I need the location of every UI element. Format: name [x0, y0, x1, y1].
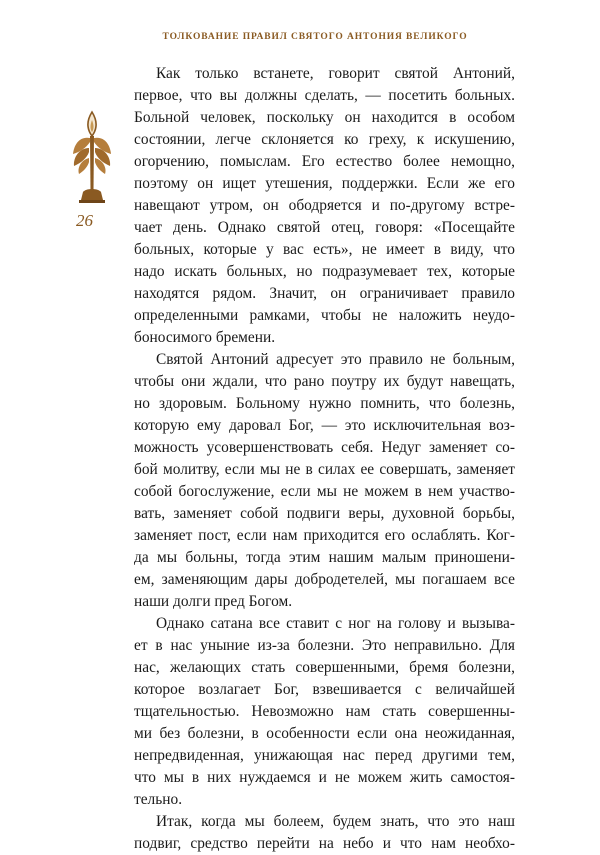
text-line: непредвиденная, унижающая нас перед другими тем, [134, 747, 515, 764]
paragraph [134, 811, 515, 855]
text-line: которую ему даровал Бог, — это исключительная воз- [134, 417, 515, 434]
text-line: собой богослужение, если мы не можем в нем участво- [134, 483, 515, 500]
text-line: Итак, когда мы болеем, будем знать, что это наш [156, 813, 515, 830]
paragraph [134, 613, 515, 811]
text-line: Святой Антоний адресует это правило не больным, [156, 351, 515, 368]
text-line: бой молитву, если мы не в силах ее совершать, заменяет [134, 461, 515, 478]
text-line: поэтому он ищет утешения, поддержки. Если же его [134, 175, 515, 192]
text-line: что мы в них нуждаемся и не можем жить самостоя- [134, 769, 515, 786]
body-text [134, 63, 515, 855]
text-line: чтобы они ждали, что рано поутру их будут навещать, [134, 373, 515, 390]
text-line: нас, желающих стать совершенными, бремя болезни, [134, 659, 515, 676]
text-line: больных, которые у вас есть», не имеет в виду, что [134, 241, 515, 258]
paragraph [134, 63, 515, 349]
running-header: ТОЛКОВАНИЕ ПРАВИЛ СВЯТОГО АНТОНИЯ ВЕЛИКОГО [162, 32, 468, 42]
text-line: навещают утром, он ободряется и по-другому встре- [134, 197, 515, 214]
text-line: вать, заменяет собой подвиги веры, духовной борьбы, [134, 505, 515, 522]
paragraph [134, 349, 515, 613]
text-line: подвиг, средство перейти на небо и что нам необхо- [134, 835, 515, 852]
text-line: находятся рядом. Значит, он ограничивает правило [134, 285, 515, 302]
text-line: огорчению, помыслам. Его естество более немощно, [134, 153, 515, 170]
text-line: тельно. [134, 791, 183, 808]
text-line: которое возлагает Бог, взвешивается с величайшей [134, 681, 515, 698]
text-line: наши долги пред Богом. [134, 593, 293, 610]
text-line: боносимого бремени. [134, 329, 276, 346]
text-line: чает день. Однако святой отец, говоря: «Посещайте [134, 219, 515, 236]
text-line: определенными рамками, чтобы не наложить неудо- [134, 307, 515, 324]
text-line: ем, заменяющим дары добродетелей, мы погашаем все [134, 571, 515, 588]
text-line: первое, что вы должны сделать, — посетить больных. [134, 87, 515, 104]
candle-flame-ornament-icon [70, 108, 114, 206]
text-line: Больной человек, поскольку он находится в особом [134, 109, 515, 126]
text-line: но здоровым. Больному нужно помнить, что болезнь, [134, 395, 515, 412]
text-line: можность усовершенствовать себя. Недуг заменяет со- [134, 439, 515, 456]
page-number: 26 [76, 211, 93, 230]
text-line: заменяет пост, если нам приходится его ослаблять. Ког- [134, 527, 515, 544]
text-line: Однако сатана все ставит с ног на голову и вызыва- [156, 615, 515, 632]
text-line: Как только встанете, говорит святой Антоний, [156, 65, 515, 82]
text-line: надо искать больных, но подразумевает тех, которые [134, 263, 515, 280]
text-line: тщательностью. Невозможно нам стать совершенны- [134, 703, 515, 720]
text-line: состоянии, легче склоняется ко греху, к искушению, [134, 131, 515, 148]
text-line: да мы больны, тогда этим нашим малым приношени- [134, 549, 515, 566]
text-line: ет в нас уныние из-за болезни. Это неправильно. Для [134, 637, 515, 654]
text-line: ми без болезни, в особенности если она неожиданная, [134, 725, 515, 742]
